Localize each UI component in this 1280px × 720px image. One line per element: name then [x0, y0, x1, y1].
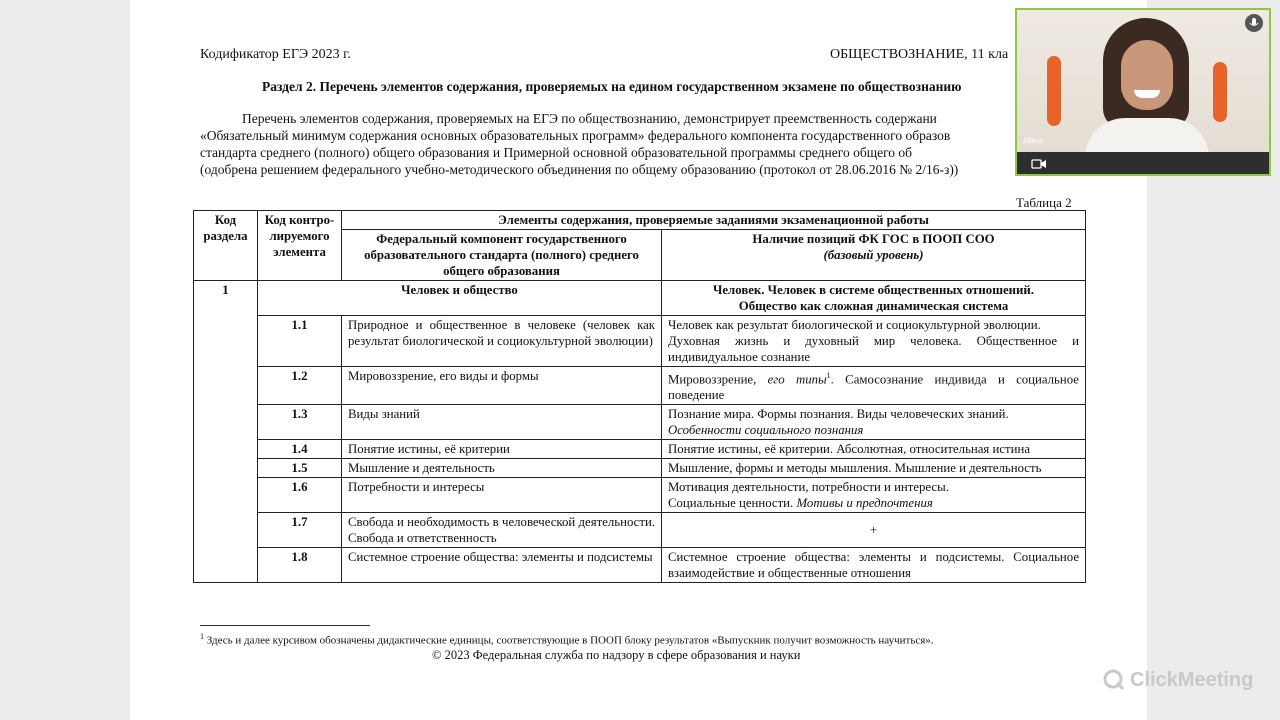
content-table [193, 210, 1086, 583]
section-poop [662, 281, 1086, 316]
poop-text: Человек как результат биологической и социокультурной эволюции. [668, 318, 1041, 332]
presenter-video-tile[interactable] [1015, 8, 1271, 176]
intro-line: стандарта среднего (полного) общего образования и Примерной основной образовательной программы среднего общего об [200, 145, 913, 160]
header-poop-level: (базовый уровень) [823, 248, 924, 262]
section-title: Раздел 2. Перечень элементов содержания, проверяемых на едином государственном экзамене по обществознанию [262, 79, 962, 94]
poop-text: Мотивация деятельности, потребности и интересы. [668, 480, 949, 495]
element-code: 1.2 [258, 367, 342, 405]
element-code: 1.3 [258, 405, 342, 440]
table-row [194, 513, 1086, 548]
section-row [194, 281, 1086, 316]
table-row [194, 440, 1086, 459]
section-poop-line: Человек. Человек в системе общественных отношений. [712, 283, 1034, 297]
section-poop-line: Общество как сложная динамическая система [738, 299, 1009, 313]
table-row [194, 405, 1086, 440]
video-controls-bar [1017, 152, 1269, 176]
table-row [194, 478, 1086, 513]
poop-italic: его типы [767, 372, 827, 387]
element-text: Понятие истины, её критерии [342, 440, 662, 459]
section-name: Человек и общество [258, 281, 662, 316]
header-section-code: Код раздела [194, 211, 258, 281]
element-code: 1.8 [258, 548, 342, 583]
header-element-code: Код контро-лируемого элемента [258, 211, 342, 281]
element-text: Мышление и деятельность [342, 459, 662, 478]
presenter-face [1121, 40, 1173, 110]
element-code: 1.6 [258, 478, 342, 513]
table-header-row [194, 211, 1086, 230]
element-text: Потребности и интересы [342, 478, 662, 513]
element-poop [662, 367, 1086, 405]
element-poop: + [662, 513, 1086, 548]
element-poop [662, 316, 1086, 367]
document-page [130, 0, 1147, 720]
clickmeeting-watermark [1102, 668, 1253, 692]
clickmeeting-logo-icon [1102, 668, 1126, 692]
header-poop-title: Наличие позиций ФК ГОС в ПООП СОО [752, 232, 995, 246]
intro-line: «Обязательный минимум содержания основных образовательных программ» федерального компонента государственного образов [200, 128, 951, 143]
header-fk-gos: Федеральный компонент государственного образовательного стандарта (полного) среднего общего образования [342, 230, 662, 281]
section-code: 1 [194, 281, 258, 583]
background-decor [1047, 56, 1061, 126]
element-text: Мировоззрение, его виды и формы [342, 367, 662, 405]
element-text: Свобода и необходимость в человеческой деятельности. Свобода и ответственность [342, 513, 662, 548]
microphone-icon[interactable] [1245, 14, 1263, 32]
background-decor [1213, 62, 1227, 122]
presenter-smile [1134, 90, 1160, 98]
element-poop [662, 405, 1086, 440]
header-poop [662, 230, 1086, 281]
footnote-ref: 1 [826, 371, 831, 380]
footnote-mark: 1 [200, 632, 204, 641]
element-poop: Понятие истины, её критерии. Абсолютная, относительная истина [662, 440, 1086, 459]
element-text: Природное и общественное в человеке (человек как результат биологической и социокультурной эволюции) [342, 316, 662, 367]
element-poop: Мышление, формы и методы мышления. Мышление и деятельность [662, 459, 1086, 478]
brand-name: ClickMeeting [1130, 668, 1254, 691]
poop-text: Познание мира. Формы познания. Виды человеческих знаний. [668, 407, 1009, 422]
table-row [194, 316, 1086, 367]
intro-line: Перечень элементов содержания, проверяемых на ЕГЭ по обществознанию, демонстрирует преемственность содержани [242, 111, 937, 126]
element-text: Виды знаний [342, 405, 662, 440]
subject-header: ОБЩЕСТВОЗНАНИЕ, 11 кла [830, 47, 1009, 62]
element-poop [662, 478, 1086, 513]
element-code: 1.7 [258, 513, 342, 548]
poop-text: Социальные ценности. [668, 496, 797, 511]
poop-italic: Мотивы и предпочтения [796, 496, 933, 511]
camera-icon[interactable] [1031, 157, 1047, 175]
copyright: © 2023 Федеральная служба по надзору в сфере образования и науки [432, 648, 801, 662]
poop-italic: Особенности социального познания [668, 423, 864, 438]
poop-text: Духовная жизнь и духовный мир человека. Общественное и индивидуальное сознание [668, 334, 1079, 364]
element-poop: Системное строение общества: элементы и подсистемы. Социальное взаимодействие и общественные отношения [662, 548, 1086, 583]
element-code: 1.4 [258, 440, 342, 459]
footnote-text: Здесь и далее курсивом обозначены дидактические единицы, соответствующие в ПООП блоку результатов «Выпускник получит возможность научиться». [206, 634, 934, 647]
header-group: Элементы содержания, проверяемые заданиями экзаменационной работы [342, 211, 1086, 230]
intro-line: (одобрена решением федерального учебно-методического объединения по общему образованию (протокол от 28.06.2016 № 2/16-з)) [200, 162, 959, 177]
footnote [200, 632, 934, 647]
table-row [194, 459, 1086, 478]
participant-name: Albina [1023, 138, 1043, 145]
table-label: Таблица 2 [1016, 195, 1072, 210]
poop-text: . Самосознание индивида и социальное поведение [668, 372, 1079, 403]
table-row [194, 548, 1086, 583]
codifier-header: Кодификатор ЕГЭ 2023 г. [200, 47, 351, 62]
element-text: Системное строение общества: элементы и подсистемы [342, 548, 662, 583]
poop-text: Мировоззрение, [668, 372, 768, 387]
footnote-divider [200, 625, 370, 626]
table-row [194, 367, 1086, 405]
element-code: 1.5 [258, 459, 342, 478]
element-code: 1.1 [258, 316, 342, 367]
